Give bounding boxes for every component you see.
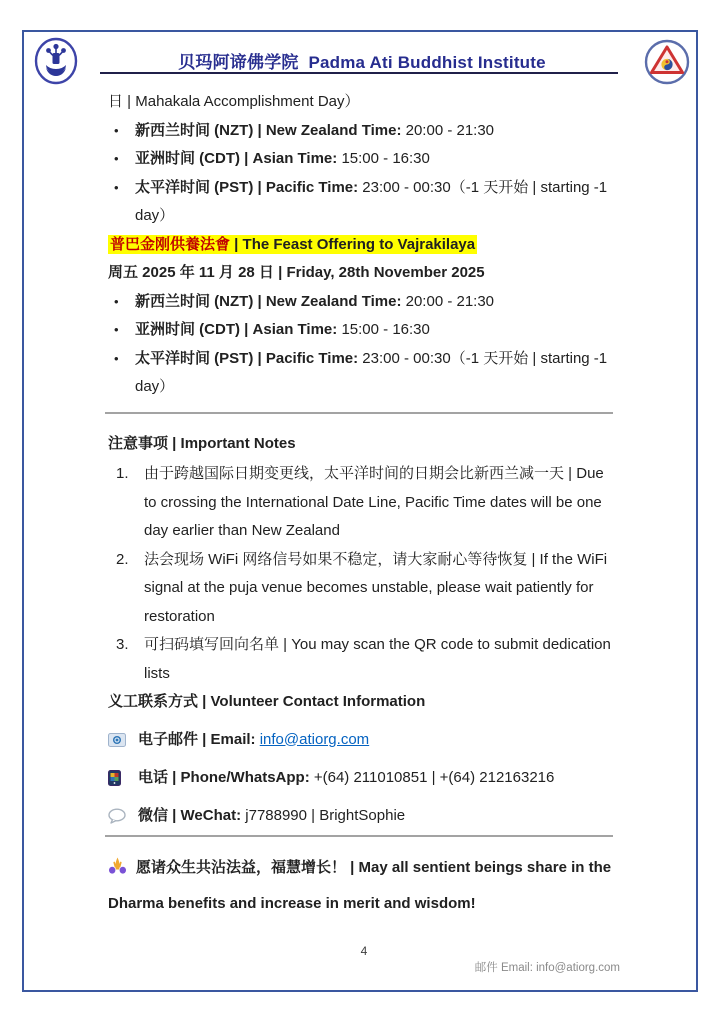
list-item <box>108 174 620 231</box>
time-label: 新西兰时间 (NZT) | New Zealand Time: <box>135 121 402 139</box>
prayer-line <box>108 851 620 921</box>
bullet-marker: • <box>114 293 119 309</box>
footer-email-note: 邮件 Email: info@atiorg.com <box>474 961 620 974</box>
bullet-marker: • <box>114 350 119 366</box>
page-number: 4 <box>360 943 368 958</box>
prayer-text: 愿诸众生共沾法益，福慧增长！ | May all sentient beings share in the Dharma benefits and increase in merit and wisdom! <box>108 858 612 912</box>
time-value: 15:00 - 16:30 <box>337 321 430 338</box>
time-label: 太平洋时间 (PST) | Pacific Time: <box>135 178 359 196</box>
event-title-zh: 普巴金刚供養法會 <box>110 235 235 253</box>
page-title <box>0 48 724 73</box>
time-list-1 <box>108 117 620 231</box>
contact-row-email <box>108 721 620 759</box>
wechat-ids: j7788990 | BrightSophie <box>245 806 406 824</box>
list-item <box>108 316 620 345</box>
event-title-highlight <box>108 235 477 254</box>
praying-hands-icon <box>108 853 127 887</box>
time-label: 亚洲时间 (CDT) | Asian Time: <box>135 150 338 167</box>
contact-row-wechat <box>108 797 620 835</box>
list-item <box>108 546 620 632</box>
bullet-marker: • <box>114 151 119 166</box>
phone-label: 电话 | Phone/WhatsApp: <box>138 768 314 786</box>
note-text: 由于跨越国际日期变更线，太平洋时间的日期会比新西兰减一天 | Due to crossing the International Date Line, Pacific Time dates will be one day earlier than New Zealand <box>144 465 604 539</box>
page-title-en: Padma Ati Buddhist Institute <box>308 53 546 72</box>
bullet-marker: • <box>114 122 119 138</box>
time-value: 23:00 - 00:30（-1 天开始 | starting -1 day） <box>135 178 608 224</box>
document-body <box>108 88 620 976</box>
phone-icon <box>108 770 138 786</box>
contacts-list <box>108 721 620 835</box>
section-divider <box>105 412 613 414</box>
time-label: 太平洋时间 (PST) | Pacific Time: <box>135 349 359 367</box>
list-item <box>108 288 620 317</box>
list-item <box>108 117 620 146</box>
time-value: 23:00 - 00:30（-1 天开始 | starting -1 day） <box>135 349 608 395</box>
event-date-line: 周五 2025 年 11 月 28 日 | Friday, 28th November 2025 <box>108 264 485 281</box>
list-item <box>108 631 620 688</box>
notes-list <box>108 460 620 688</box>
contact-row-phone <box>108 759 620 797</box>
time-value: 20:00 - 21:30 <box>401 121 495 139</box>
note-text: 可扫码填写回向名单 | You may scan the QR code to submit dedication lists <box>144 636 611 682</box>
event-title-line <box>108 231 620 260</box>
wechat-icon <box>108 808 138 824</box>
notes-heading: 注意事项 | Important Notes <box>108 434 296 452</box>
bullet-marker: • <box>114 179 119 195</box>
header-rule <box>100 72 618 74</box>
time-label: 新西兰时间 (NZT) | New Zealand Time: <box>135 292 402 310</box>
number-marker: 3. <box>116 636 129 653</box>
section-divider <box>105 835 613 837</box>
number-marker: 2. <box>116 550 129 568</box>
list-item <box>108 345 620 402</box>
email-label: 电子邮件 | Email: <box>138 730 260 748</box>
email-icon <box>108 733 138 747</box>
phone-numbers: +(64) 211010851 | +(64) 212163216 <box>313 768 555 786</box>
time-list-2 <box>108 288 620 402</box>
list-item <box>108 460 620 546</box>
page-title-zh: 贝玛阿谛佛学院 <box>178 53 299 72</box>
email-link[interactable]: info@atiorg.com <box>259 730 370 748</box>
time-value: 15:00 - 16:30 <box>337 150 430 167</box>
intro-continuation-line: 日 | Mahakala Accomplishment Day） <box>108 93 360 110</box>
number-marker: 1. <box>116 465 129 482</box>
time-value: 20:00 - 21:30 <box>401 292 495 310</box>
note-text: 法会现场 WiFi 网络信号如果不稳定，请大家耐心等待恢复 | If the WiFi signal at the puja venue becomes unstable, please wait patiently for restoration <box>144 550 608 625</box>
event-title-en: | The Feast Offering to Vajrakilaya <box>234 235 476 253</box>
list-item <box>108 145 620 174</box>
bullet-marker: • <box>114 322 119 337</box>
time-label: 亚洲时间 (CDT) | Asian Time: <box>135 321 338 338</box>
wechat-label: 微信 | WeChat: <box>138 806 246 824</box>
contacts-heading: 义工联系方式 | Volunteer Contact Information <box>108 693 426 710</box>
